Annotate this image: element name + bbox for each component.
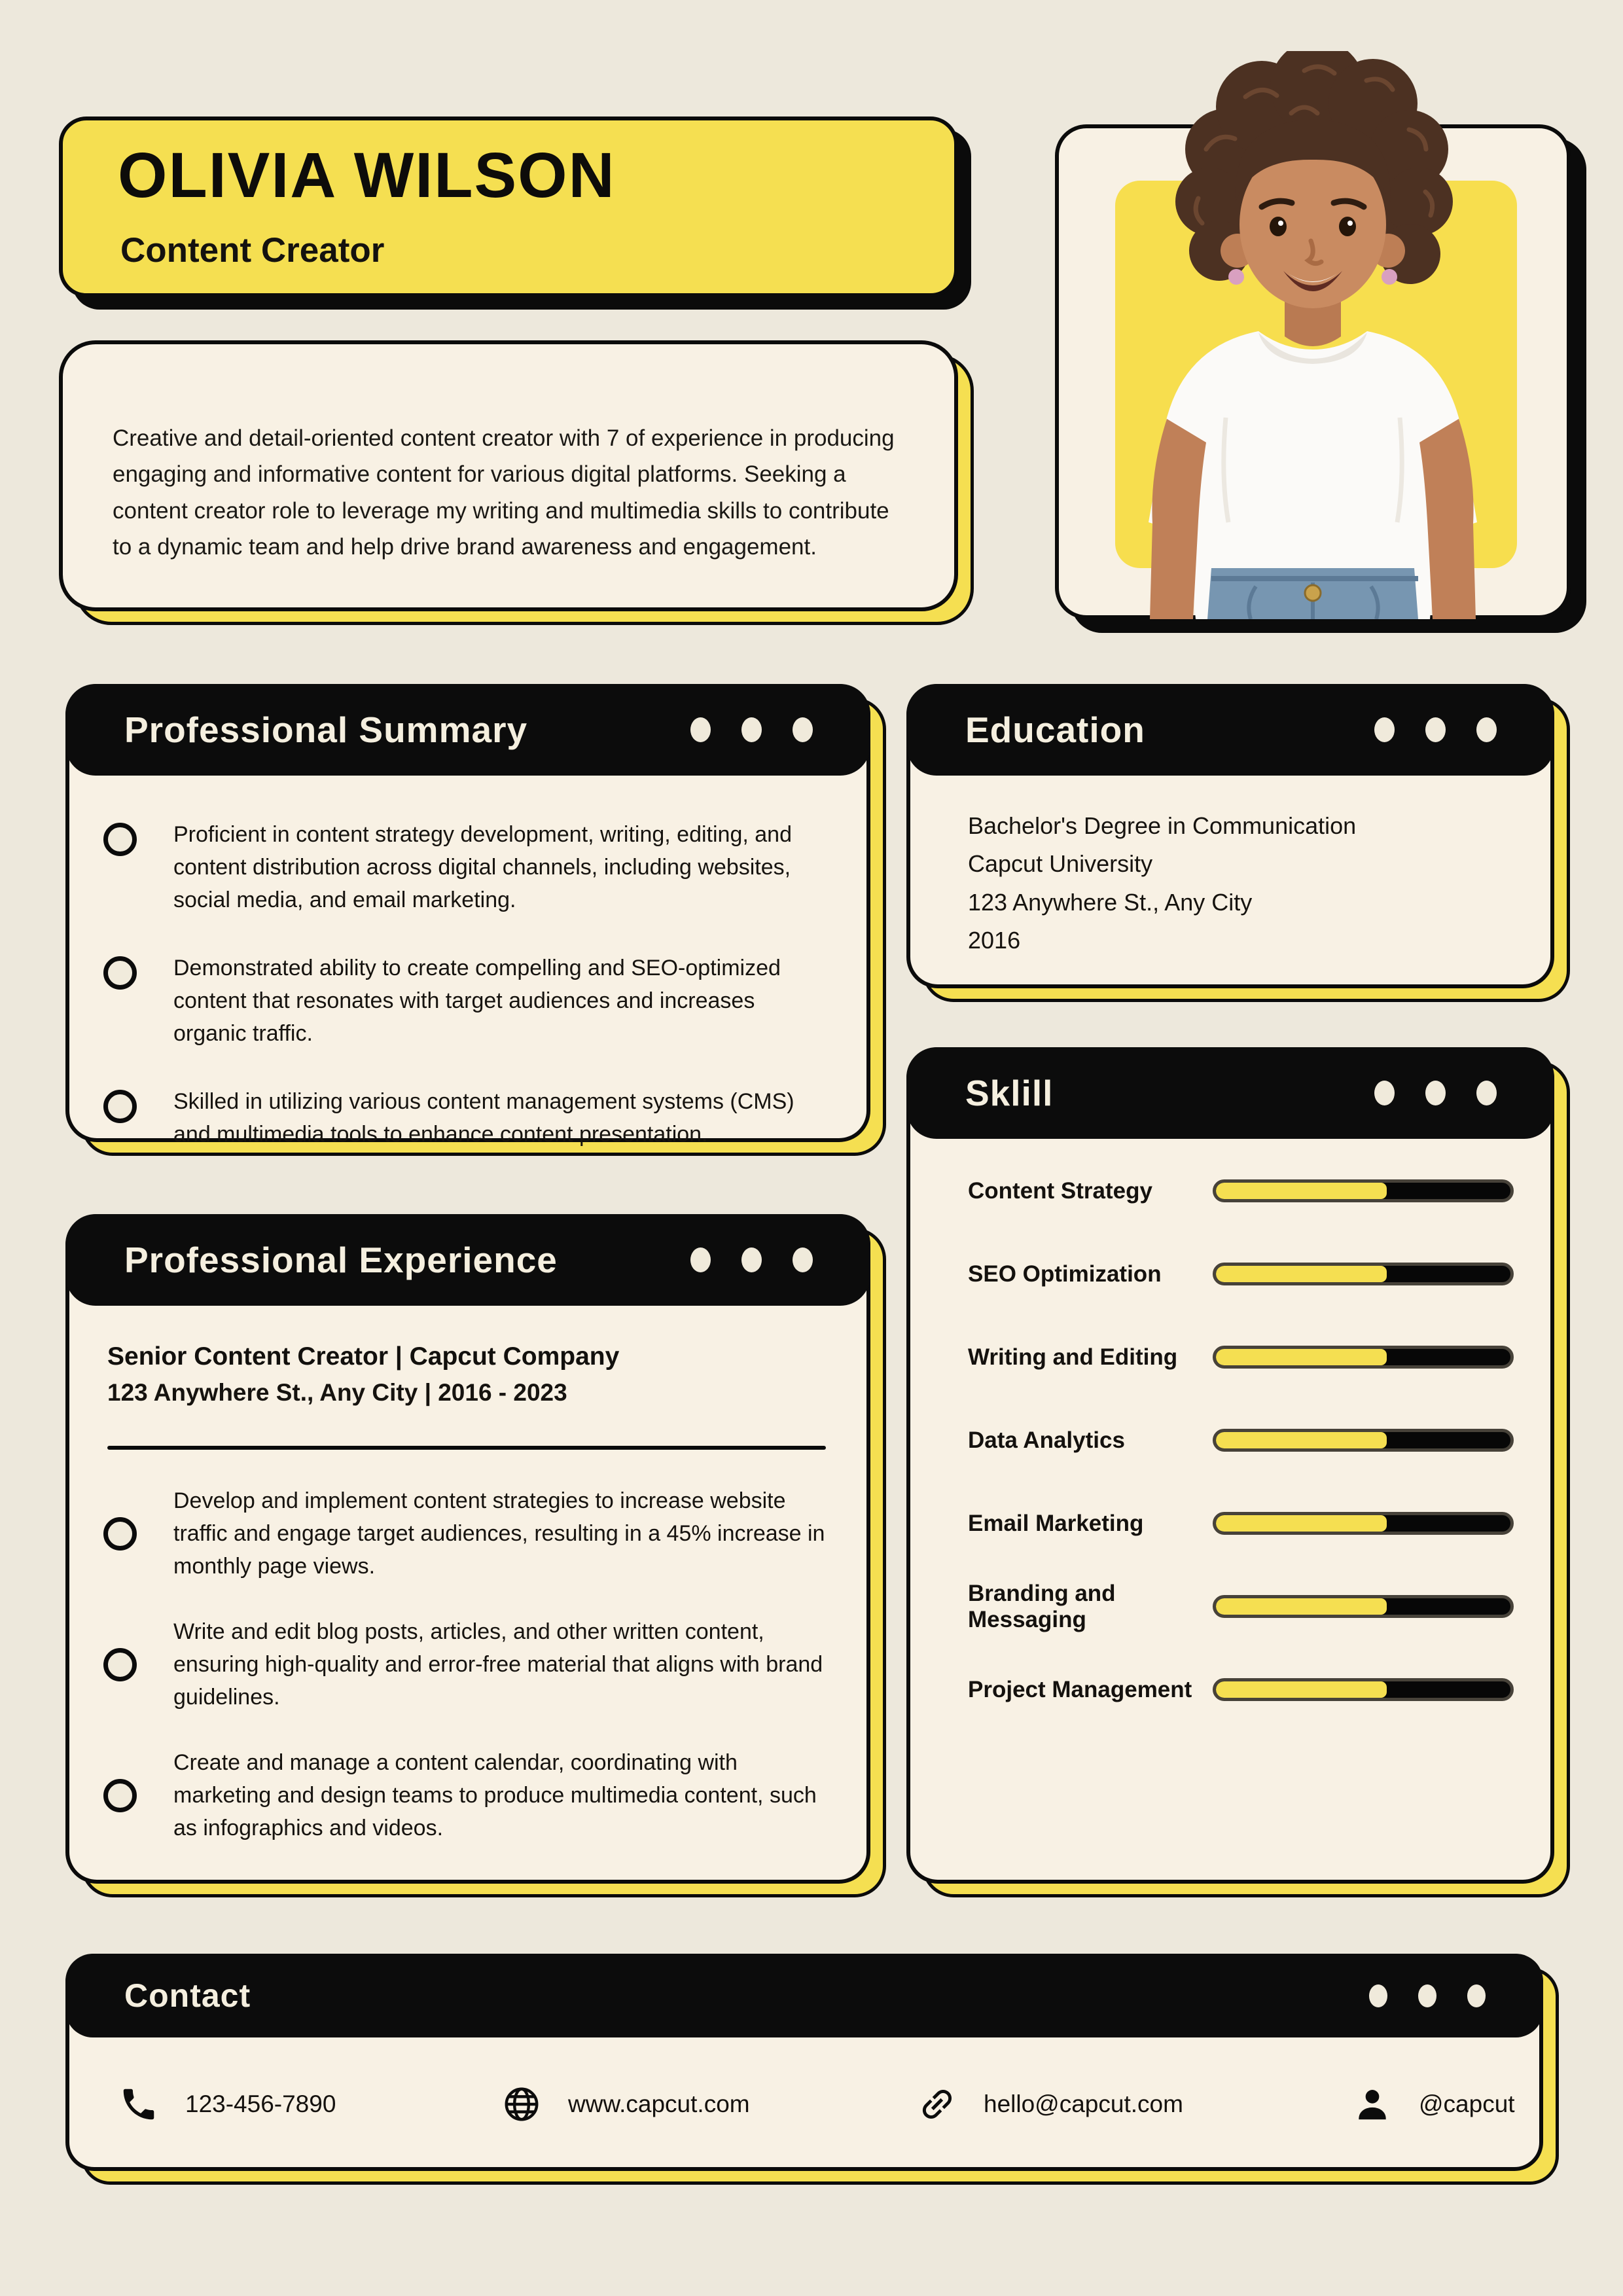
skill-label: Email Marketing — [968, 1510, 1144, 1536]
divider-line — [107, 1446, 826, 1450]
window-dots — [690, 1247, 813, 1272]
skill-label: Project Management — [968, 1676, 1192, 1702]
education-line: 2016 — [968, 926, 1021, 954]
skill-progress-fill — [1216, 1266, 1387, 1282]
skill-progress-bar — [1213, 1179, 1514, 1202]
skills-section — [906, 1047, 1554, 1884]
contact-card — [65, 1954, 1543, 2171]
intro-paragraph: Creative and detail-oriented content creator with 7 of experience in producing engaging and informative content for various digital platforms. Seeking a content creator role to leverage my writing and multimedia skills to contribute to a dynamic team and help drive brand awareness and engagement. — [113, 425, 895, 560]
window-dots — [1374, 717, 1497, 742]
bullet-circle-icon — [103, 1779, 137, 1812]
contact-item-row — [69, 2041, 1539, 2167]
name-card-face — [59, 117, 958, 297]
bullet-item — [103, 1747, 829, 1845]
window-dot — [741, 717, 762, 742]
bullet-text: Proficient in content strategy development, writing, editing, and content distribution across digital channels, including websites, social media, and email marketing. — [173, 822, 792, 912]
contact-section — [65, 1954, 1543, 2171]
window-dot — [1374, 717, 1395, 742]
bullet-item — [103, 952, 829, 1050]
window-dot — [1425, 1081, 1446, 1105]
link-icon — [917, 2084, 957, 2125]
bullet-item — [103, 1086, 829, 1151]
intro-card — [59, 340, 958, 611]
bullet-text: Demonstrated ability to create compelling and SEO-optimized content that resonates with target audiences and increases organic traffic. — [173, 955, 781, 1046]
bullet-text: Write and edit blog posts, articles, and other written content, ensuring high-quality and error-free material that aligns with brand guidelines. — [173, 1619, 823, 1710]
contact-label: @capcut — [1419, 2090, 1515, 2117]
window-dot — [1374, 1081, 1395, 1105]
skill-row — [968, 1149, 1514, 1232]
summary-section — [65, 684, 870, 1147]
skill-progress-fill — [1216, 1598, 1387, 1615]
window-dots — [1369, 1984, 1486, 2007]
contact-label: 123-456-7890 — [185, 2090, 336, 2117]
job-meta: 123 Anywhere St., Any City | 2016 - 2023 — [107, 1379, 567, 1406]
contact-item — [118, 2084, 336, 2125]
skill-progress-bar — [1213, 1512, 1514, 1535]
window-dot — [741, 1247, 762, 1272]
intro-card-face — [59, 340, 958, 611]
contact-item — [917, 2084, 1183, 2125]
skills-header — [906, 1047, 1554, 1139]
skill-progress-fill — [1216, 1349, 1387, 1365]
bullet-circle-icon — [103, 956, 137, 990]
contact-header — [65, 1954, 1543, 2037]
bullet-circle-icon — [103, 1517, 137, 1551]
education-header — [906, 684, 1554, 776]
skill-progress-bar — [1213, 1263, 1514, 1285]
skill-label: Content Strategy — [968, 1177, 1152, 1204]
education-details — [968, 807, 1511, 960]
skill-label: Writing and Editing — [968, 1344, 1178, 1370]
person-role: Content Creator — [120, 231, 385, 270]
bullet-text: Develop and implement content strategies to increase website traffic and engage target audiences, resulting in a 45% increase in monthly page views. — [173, 1488, 825, 1579]
bullet-item — [103, 819, 829, 917]
window-dot — [1467, 1984, 1486, 2007]
summary-bullet-list — [103, 819, 829, 1151]
skill-progress-fill — [1216, 1515, 1387, 1532]
experience-section — [65, 1214, 870, 1884]
bullet-text: Skilled in utilizing various content management systems (CMS) and multimedia tools to enhance content presentation. — [173, 1088, 794, 1147]
skill-row — [968, 1565, 1514, 1648]
education-line: Bachelor's Degree in Communication — [968, 812, 1357, 839]
skill-list — [968, 1149, 1514, 1731]
window-dot — [793, 1247, 813, 1272]
education-title: Education — [965, 709, 1145, 750]
window-dot — [690, 717, 711, 742]
job-title: Senior Content Creator | Capcut Company — [107, 1342, 620, 1371]
skill-row — [968, 1399, 1514, 1482]
bullet-text: Create and manage a content calendar, coordinating with marketing and design teams to produce multimedia content, such as infographics and videos. — [173, 1749, 817, 1840]
profile-photo — [1128, 51, 1498, 619]
person-name: OLIVIA WILSON — [118, 139, 616, 211]
window-dots — [1374, 1081, 1497, 1105]
skill-label: SEO Optimization — [968, 1261, 1162, 1287]
skill-label: Data Analytics — [968, 1427, 1125, 1453]
skill-progress-bar — [1213, 1678, 1514, 1701]
window-dot — [1476, 1081, 1497, 1105]
bullet-circle-icon — [103, 823, 137, 856]
bullet-item — [103, 1616, 829, 1714]
skill-progress-bar — [1213, 1429, 1514, 1452]
window-dots — [690, 717, 813, 742]
bullet-circle-icon — [103, 1648, 137, 1681]
skills-card — [906, 1047, 1554, 1884]
experience-bullet-list — [103, 1485, 829, 1845]
globe-icon — [501, 2084, 542, 2125]
user-icon — [1352, 2084, 1393, 2125]
contact-item — [1352, 2084, 1515, 2125]
experience-title: Professional Experience — [124, 1240, 558, 1280]
contact-title: Contact — [124, 1977, 251, 2014]
skill-label: Branding and Messaging — [968, 1580, 1116, 1632]
window-dot — [1476, 717, 1497, 742]
skill-row — [968, 1316, 1514, 1399]
contact-label: www.capcut.com — [568, 2090, 750, 2117]
window-dot — [1369, 1984, 1387, 2007]
phone-icon — [118, 2084, 159, 2125]
education-line: Capcut University — [968, 850, 1153, 878]
window-dot — [1418, 1984, 1436, 2007]
skill-row — [968, 1648, 1514, 1731]
summary-card — [65, 684, 870, 1147]
skill-row — [968, 1232, 1514, 1316]
window-dot — [1425, 717, 1446, 742]
education-line: 123 Anywhere St., Any City — [968, 888, 1253, 916]
name-card — [59, 117, 958, 297]
bullet-circle-icon — [103, 1090, 137, 1123]
contact-label: hello@capcut.com — [984, 2090, 1183, 2117]
education-section — [906, 684, 1554, 988]
skill-progress-fill — [1216, 1432, 1387, 1448]
experience-card — [65, 1214, 870, 1884]
bullet-item — [103, 1485, 829, 1583]
experience-header — [65, 1214, 870, 1306]
summary-header — [65, 684, 870, 776]
window-dot — [793, 717, 813, 742]
summary-title: Professional Summary — [124, 709, 528, 750]
skill-progress-bar — [1213, 1346, 1514, 1369]
education-card — [906, 684, 1554, 988]
skill-row — [968, 1482, 1514, 1565]
skill-progress-bar — [1213, 1595, 1514, 1618]
skill-progress-fill — [1216, 1183, 1387, 1199]
photo-card — [1055, 124, 1571, 619]
skill-progress-fill — [1216, 1681, 1387, 1698]
skills-title: Sklill — [965, 1073, 1054, 1113]
contact-item — [501, 2084, 750, 2125]
photo-card-face — [1055, 124, 1571, 619]
window-dot — [690, 1247, 711, 1272]
